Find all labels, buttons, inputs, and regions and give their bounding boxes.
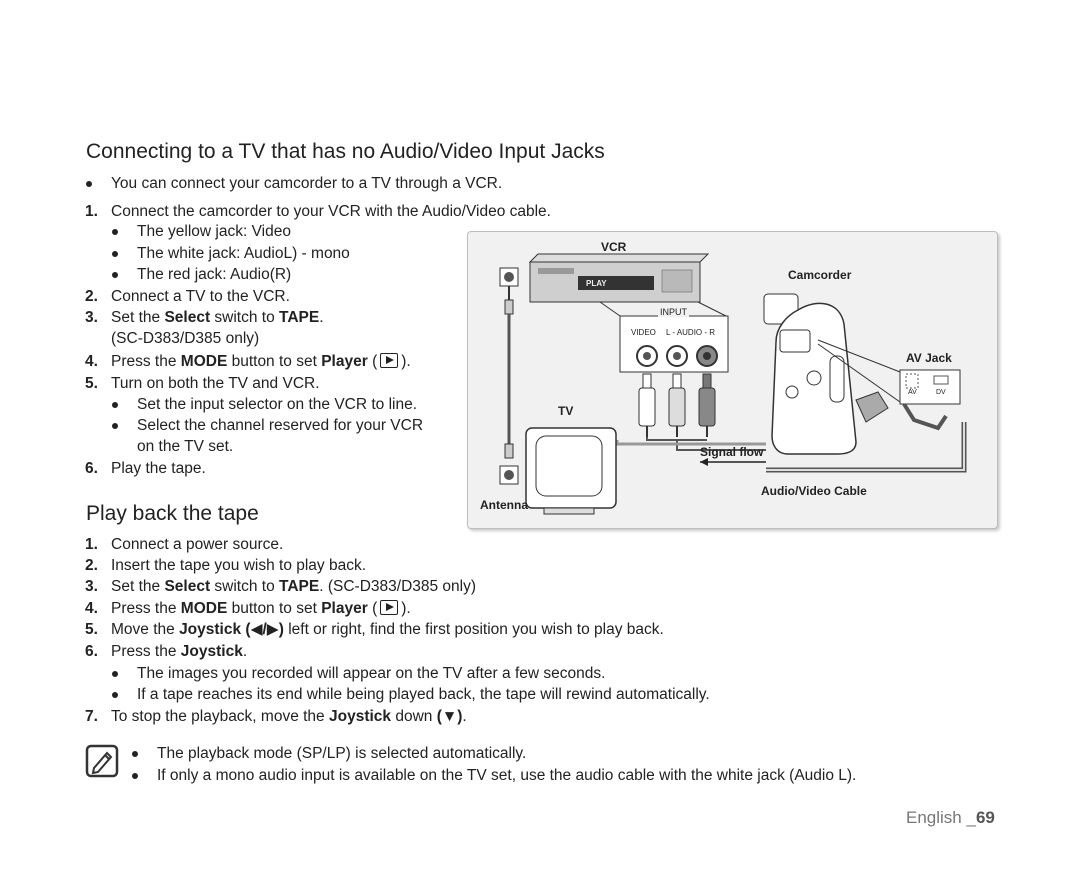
step-text: . — [242, 643, 248, 660]
pb-step-1 — [85, 535, 284, 555]
dv-port-label: DV — [936, 389, 946, 396]
bullet-channel-cont — [137, 437, 233, 457]
step-3 — [85, 308, 324, 328]
step-text: Insert the tape you wish to play back. — [111, 557, 367, 574]
vcr-input-panel — [620, 316, 728, 372]
step-text: ). — [401, 600, 411, 617]
step-number: 4. — [85, 600, 98, 617]
step-text: left or right, find the first position you wish to play back. — [283, 621, 664, 638]
down-arrow-label: (▼) — [436, 708, 463, 725]
bullet-white-jack — [137, 244, 350, 264]
signal-flow-label: Signal flow — [700, 445, 764, 459]
joystick-label: Joystick (◀/▶) — [179, 621, 284, 638]
step-text: Turn on both the TV and VCR. — [111, 375, 320, 392]
step-number: 6. — [85, 643, 98, 660]
joystick-label: Joystick — [180, 643, 243, 660]
step-text: Set the — [111, 309, 165, 326]
step-text: ). — [401, 353, 411, 370]
footer-language: English _ — [906, 808, 976, 827]
step-text: (SC-D383/D385 only) — [111, 330, 260, 347]
step-text: down — [391, 708, 437, 725]
vcr-label: VCR — [601, 240, 627, 254]
av-jack-label: AV Jack — [906, 351, 952, 365]
step-6 — [85, 459, 206, 479]
bullet-text: Select the channel reserved for your VCR — [137, 417, 424, 434]
bullet-text: The white jack: AudioL) - mono — [137, 245, 350, 262]
select-switch-label: Select — [164, 309, 211, 326]
player-mode-icon — [380, 353, 398, 368]
pb-step-5 — [85, 620, 664, 640]
diagram-illustration — [468, 232, 997, 528]
intro-text: You can connect your camcorder to a TV through a VCR. — [111, 175, 503, 192]
vcr-illustration — [530, 254, 708, 302]
note-pencil-icon — [85, 744, 119, 778]
step-text: button to set — [227, 353, 322, 370]
note-playback-mode — [157, 744, 526, 764]
connection-diagram — [467, 231, 998, 529]
step-text: ( — [367, 353, 378, 370]
step-text: Play the tape. — [111, 460, 206, 477]
mode-label: MODE — [180, 353, 228, 370]
bullet-text: Set the input selector on the VCR to line. — [137, 396, 418, 413]
step-1 — [85, 202, 551, 222]
step-number: 5. — [85, 621, 98, 638]
mode-label: MODE — [180, 600, 228, 617]
step-number: 1. — [85, 203, 98, 220]
intro-bullet — [111, 174, 502, 194]
pb-step-2 — [85, 556, 367, 576]
rca-plugs — [639, 374, 715, 437]
section-title-playback: Play back the tape — [86, 502, 259, 525]
step-number: 5. — [85, 375, 98, 392]
step-number: 4. — [85, 353, 98, 370]
bullet-input-selector — [137, 395, 417, 415]
step-text: Connect a power source. — [111, 536, 284, 553]
tv-label: TV — [558, 404, 574, 418]
step-text: Move the — [111, 621, 180, 638]
page-number: 69 — [975, 808, 995, 827]
note-text: The playback mode (SP/LP) is selected automatically. — [157, 745, 527, 762]
tape-label: TAPE — [279, 309, 320, 326]
player-label: Player — [321, 600, 368, 617]
step-number: 2. — [85, 557, 98, 574]
step-text: switch to — [210, 578, 280, 595]
step-number: 3. — [85, 309, 98, 326]
select-switch-label: Select — [164, 578, 211, 595]
step-number: 2. — [85, 288, 98, 305]
step-text: switch to — [210, 309, 280, 326]
step-3-model-note — [111, 329, 259, 349]
step-text: button to set — [227, 600, 322, 617]
av-port-label: AV — [908, 389, 917, 396]
bullet-red-jack — [137, 265, 291, 285]
step-text: Set the — [111, 578, 165, 595]
note-text: If only a mono audio input is available on the TV set, use the audio cable with the white jack (Audio L). — [157, 767, 857, 784]
step-text: Press the — [111, 600, 181, 617]
bullet-text: The red jack: Audio(R) — [137, 266, 292, 283]
bullet-text: on the TV set. — [137, 438, 234, 455]
tape-label: TAPE — [279, 578, 320, 595]
antenna-label: Antenna — [480, 498, 528, 512]
av-jack-panel — [900, 370, 960, 428]
bullet-text: If a tape reaches its end while being played back, the tape will rewind automatically. — [137, 686, 710, 703]
video-label: VIDEO — [631, 328, 656, 337]
player-mode-icon — [380, 600, 398, 615]
section-title-connect: Connecting to a TV that has no Audio/Video Input Jacks — [86, 140, 605, 163]
bullet-images-appear — [137, 664, 605, 684]
step-2 — [85, 287, 290, 307]
pb-step-4 — [85, 599, 411, 619]
step-text: . (SC-D383/D385 only) — [319, 578, 477, 595]
step-text: Connect the camcorder to your VCR with the Audio/Video cable. — [111, 203, 551, 220]
tv-illustration — [526, 428, 616, 514]
camcorder-illustration — [764, 294, 900, 454]
pb-step-7 — [85, 707, 467, 727]
pb-step-3 — [85, 577, 477, 597]
joystick-label: Joystick — [328, 708, 392, 725]
vcr-play-label: PLAY — [586, 279, 607, 288]
note-mono-audio — [157, 766, 856, 786]
input-label: INPUT — [660, 307, 687, 317]
step-number: 7. — [85, 708, 98, 725]
step-number: 1. — [85, 536, 98, 553]
step-text: Connect a TV to the VCR. — [111, 288, 290, 305]
step-number: 6. — [85, 460, 98, 477]
audio-label: L - AUDIO - R — [666, 328, 716, 337]
step-text: Press the — [111, 353, 181, 370]
step-text: . — [319, 309, 324, 326]
pb-step-6 — [85, 642, 248, 662]
step-text: ( — [367, 600, 378, 617]
step-number: 3. — [85, 578, 98, 595]
bullet-video-jack — [137, 222, 291, 242]
bullet-tape-rewind — [137, 685, 710, 705]
bullet-text: The images you recorded will appear on the TV after a few seconds. — [137, 665, 606, 682]
step-4 — [85, 352, 411, 372]
step-text: . — [462, 708, 467, 725]
page-footer — [906, 808, 995, 828]
player-label: Player — [321, 353, 368, 370]
step-5 — [85, 374, 320, 394]
step-text: Press the — [111, 643, 181, 660]
av-cable-label: Audio/Video Cable — [761, 484, 867, 498]
antenna-connector-top — [500, 268, 518, 484]
step-text: To stop the playback, move the — [111, 708, 329, 725]
camcorder-label: Camcorder — [788, 268, 852, 282]
bullet-channel — [137, 416, 423, 436]
bullet-text: The yellow jack: Video — [137, 223, 291, 240]
